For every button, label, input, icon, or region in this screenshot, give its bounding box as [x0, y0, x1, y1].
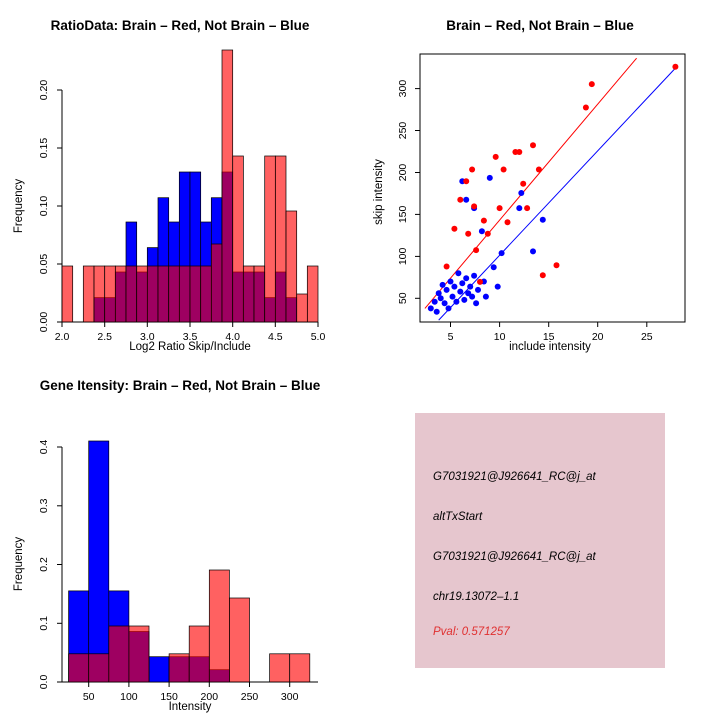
ratio-histogram-plot — [0, 32, 360, 352]
x-tick-label: 3.5 — [182, 331, 198, 343]
panel2-xaxis-title: include intensity — [509, 341, 591, 353]
x-tick-label: 250 — [240, 691, 259, 703]
panel-title: Brain – Red, Not Brain – Blue — [446, 18, 634, 33]
panel1-xaxis-title: Log2 Ratio Skip/Include — [129, 341, 251, 353]
x-tick-label: 4.5 — [267, 331, 283, 343]
x-tick-label: 50 — [82, 691, 95, 703]
probe-id-bottom: G7031921@J926641_RC@j_at — [433, 551, 596, 563]
probe-id-top: G7031921@J926641_RC@j_at — [433, 471, 596, 483]
panel-title: RatioData: Brain – Red, Not Brain – Blue — [50, 18, 310, 33]
y-tick-label: 0.3 — [38, 498, 50, 514]
y-tick-label: 0.20 — [38, 79, 50, 101]
y-tick-label: 250 — [397, 121, 409, 140]
y-axis-label: Frequency — [13, 536, 25, 592]
y-tick-label: 200 — [397, 163, 409, 182]
y-axis — [57, 447, 62, 682]
y-tick-label: 0.10 — [38, 195, 50, 217]
points-notbrain — [428, 175, 546, 315]
panel-title: Gene Itensity: Brain – Red, Not Brain – Blue — [39, 378, 321, 393]
locus-id: chr19.13072–1.1 — [433, 591, 520, 603]
y-tick-label: 0.00 — [38, 311, 50, 333]
y-tick-label: 300 — [397, 79, 409, 98]
panel-ratio-histogram — [0, 0, 360, 360]
y-tick-label: 0.15 — [38, 137, 50, 159]
x-tick-label: 150 — [160, 691, 178, 703]
x-tick-label: 5 — [447, 331, 454, 343]
x-tick-label: 20 — [591, 331, 604, 343]
y-axis-label: Frequency — [13, 178, 25, 234]
y-tick-label: 150 — [397, 205, 409, 224]
panel-gene-histogram — [0, 360, 360, 720]
y-tick-label: 0.1 — [38, 615, 50, 631]
y-tick-label: 0.4 — [38, 439, 50, 455]
panel3-xaxis-title: Intensity — [168, 701, 212, 713]
panel-intensity-scatter — [360, 0, 720, 360]
x-tick-label: 2.0 — [54, 331, 70, 343]
info-panel — [415, 413, 665, 668]
x-tick-label: 25 — [640, 331, 653, 343]
points-brain — [444, 64, 679, 285]
y-tick-label: 100 — [397, 247, 409, 266]
x-axis — [62, 682, 318, 687]
x-tick-label: 300 — [280, 691, 299, 703]
x-tick-label: 5.0 — [310, 331, 326, 343]
x-tick-label: 200 — [200, 691, 219, 703]
y-tick-label: 50 — [397, 292, 409, 305]
y-tick-label: 0.2 — [38, 557, 50, 572]
x-tick-label: 10 — [493, 331, 506, 343]
x-tick-label: 100 — [120, 691, 138, 703]
x-tick-label: 2.5 — [97, 331, 113, 343]
y-tick-label: 0.05 — [38, 253, 50, 275]
x-axis-ticks — [451, 322, 647, 327]
gene-histogram-plot — [0, 392, 360, 712]
x-tick-label: 3.0 — [139, 331, 155, 343]
y-axis — [57, 90, 62, 322]
y-tick-label: 0.0 — [38, 674, 50, 690]
x-axis — [62, 322, 318, 327]
x-tick-label: 15 — [542, 331, 555, 343]
x-tick-label: 4.0 — [225, 331, 241, 343]
y-axis-label: skip intensity — [373, 159, 385, 225]
notbrain-fit-line — [439, 68, 676, 321]
event-type: altTxStart — [433, 511, 483, 523]
y-axis-ticks — [415, 89, 420, 299]
scatter-plot — [360, 32, 720, 352]
pval-label: Pval: 0.571257 — [433, 626, 510, 638]
